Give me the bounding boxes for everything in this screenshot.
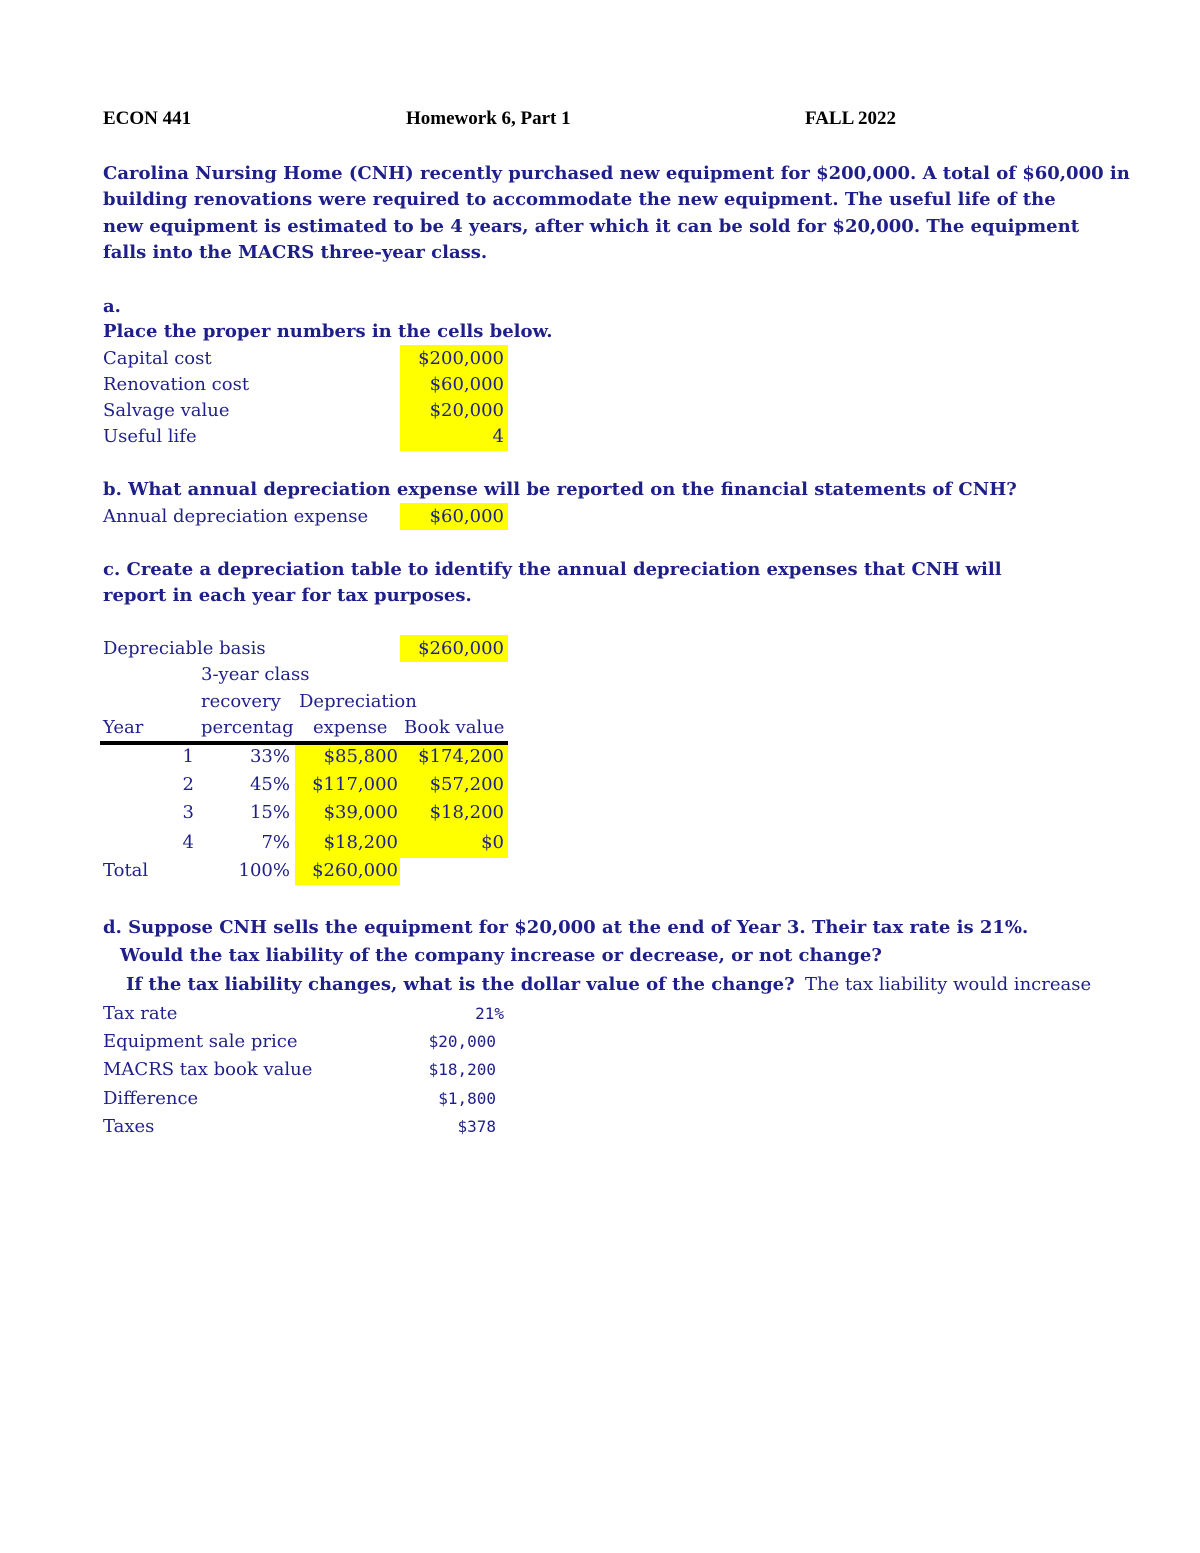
col-header-book: Book value — [404, 717, 505, 738]
row-4-pct: 7% — [261, 832, 290, 853]
part-d-answer[interactable]: The tax liability would increase — [805, 974, 1092, 995]
part-d-question-3: If the tax liability changes, what is the dollar value of the change? — [126, 974, 795, 995]
useful-life-label: Useful life — [103, 426, 197, 447]
salvage-value-label: Salvage value — [103, 400, 230, 421]
capital-cost-value[interactable]: $200,000 — [418, 348, 504, 369]
col-header-pct-2: recovery — [201, 691, 281, 712]
tax-rate-value: 21% — [475, 1004, 504, 1023]
difference-value: $1,800 — [438, 1089, 496, 1108]
col-header-pct-3: percentag — [201, 717, 294, 738]
row-2-book[interactable]: $57,200 — [429, 774, 504, 795]
depreciable-basis-value[interactable]: $260,000 — [418, 638, 504, 659]
row-2-year: 2 — [182, 774, 194, 795]
course-code: ECON 441 — [103, 108, 192, 129]
difference-label: Difference — [103, 1088, 199, 1109]
part-c-question-1: c. Create a depreciation table to identify the annual depreciation expenses that CNH will — [103, 559, 1002, 580]
row-1-year: 1 — [182, 746, 194, 767]
taxes-label: Taxes — [103, 1116, 155, 1137]
depreciable-basis-label: Depreciable basis — [103, 638, 266, 659]
intro-line-3: new equipment is estimated to be 4 years, after which it can be sold for $20,000. The equipment — [103, 216, 1080, 237]
col-header-dep-1: Depreciation — [299, 691, 417, 712]
row-3-book[interactable]: $18,200 — [429, 802, 504, 823]
intro-line-1: Carolina Nursing Home (CNH) recently purchased new equipment for $200,000. A total of $60,000 in — [103, 163, 1130, 184]
row-4-book[interactable]: $0 — [481, 832, 504, 853]
row-1-pct: 33% — [249, 746, 290, 767]
total-pct: 100% — [238, 860, 290, 881]
assignment-title: Homework 6, Part 1 — [406, 108, 571, 129]
row-4-dep[interactable]: $18,200 — [323, 832, 398, 853]
part-a-label: a. — [103, 296, 121, 317]
tax-rate-label: Tax rate — [103, 1003, 178, 1024]
useful-life-value[interactable]: 4 — [492, 426, 504, 447]
term: FALL 2022 — [805, 108, 896, 129]
book-value-label: MACRS tax book value — [103, 1059, 313, 1080]
book-value-value: $18,200 — [428, 1060, 496, 1079]
taxes-value: $378 — [457, 1117, 496, 1136]
renovation-cost-value[interactable]: $60,000 — [429, 374, 504, 395]
part-b-question: b. What annual depreciation expense will be reported on the financial statements of CNH? — [103, 479, 1017, 500]
part-c-question-2: report in each year for tax purposes. — [103, 585, 472, 606]
row-3-year: 3 — [182, 802, 194, 823]
part-d-question-2: Would the tax liability of the company increase or decrease, or not change? — [120, 945, 882, 966]
salvage-value-value[interactable]: $20,000 — [429, 400, 504, 421]
capital-cost-label: Capital cost — [103, 348, 212, 369]
intro-line-4: falls into the MACRS three-year class. — [103, 242, 488, 263]
annual-depreciation-value[interactable]: $60,000 — [429, 506, 504, 527]
total-label: Total — [103, 860, 149, 881]
row-3-dep[interactable]: $39,000 — [323, 802, 398, 823]
row-1-dep[interactable]: $85,800 — [323, 746, 398, 767]
renovation-cost-label: Renovation cost — [103, 374, 250, 395]
row-3-pct: 15% — [249, 802, 290, 823]
row-1-book[interactable]: $174,200 — [418, 746, 504, 767]
col-header-pct-1: 3-year class — [201, 664, 310, 685]
row-2-dep[interactable]: $117,000 — [312, 774, 398, 795]
total-dep[interactable]: $260,000 — [312, 860, 398, 881]
col-header-year: Year — [103, 717, 144, 738]
col-header-dep-2: expense — [313, 717, 388, 738]
sale-price-value: $20,000 — [428, 1032, 496, 1051]
intro-line-2: building renovations were required to accommodate the new equipment. The useful life of the — [103, 189, 1056, 210]
annual-depreciation-label: Annual depreciation expense — [103, 506, 369, 527]
row-4-year: 4 — [182, 832, 194, 853]
row-2-pct: 45% — [249, 774, 290, 795]
part-d-question-1: d. Suppose CNH sells the equipment for $20,000 at the end of Year 3. Their tax rate is 21%. — [103, 917, 1029, 938]
sale-price-label: Equipment sale price — [103, 1031, 298, 1052]
part-a-instruction: Place the proper numbers in the cells below. — [103, 321, 553, 342]
